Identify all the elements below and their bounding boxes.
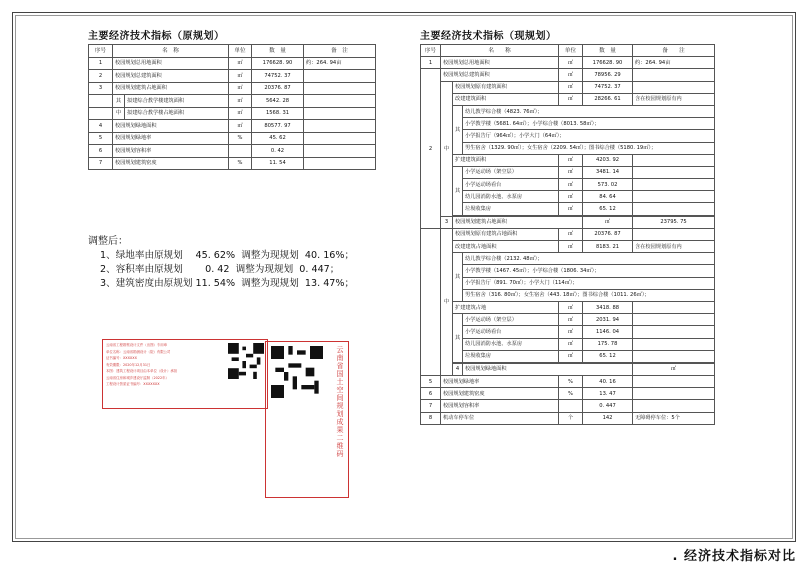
table-row: 1 校园规划总用地面积 ㎡ 176628. 90 约：264. 94亩 [421,57,715,69]
table-row: 8 机动车停车位 个 142 无障碍停车位：5个 [421,412,715,424]
adjustment-title: 调整后： [88,236,128,247]
table-row: 改建建筑面积 ㎡ 28266. 61 含在校园规划原有内 [421,93,715,105]
qr-stamp-title: 云南省国土空间规划成果二维码 [336,346,344,458]
table-row: 其 拟建综合教学楼建筑面积 ㎡ 5642. 28 [89,95,376,108]
table-row: 2 校园规划总建筑面积 ㎡ 74752. 37 [89,70,376,83]
table-row: 其 小学运动场（架空层） ㎡ 2031. 94 [421,314,715,326]
page-footer-title: . 经济技术指标对比 [672,549,796,564]
header-note: 备 注 [633,45,715,57]
header-unit: 单位 [229,45,252,58]
table-row: 3 校园规划建筑占地面积 ㎡ 23795. 75 [421,216,715,228]
table-row: 6 校园规划建筑密度 % 13. 47 [421,388,715,400]
qr-code-icon [228,343,264,379]
planning-qr-stamp [265,341,349,498]
table-row: 3 校园规划建筑占地面积 ㎡ 20376. 87 [89,82,376,95]
table-row: 扩建建筑占地 ㎡ 3418. 88 [421,301,715,313]
table-row: 中 校园规划原有建筑占地面积 ㎡ 20376. 87 [421,228,715,240]
table-row: 中 校园规划原有建筑面积 ㎡ 74752. 37 [421,81,715,93]
table-row: 6 校园规划容积率 0. 42 [89,145,376,158]
table-row: 男生宿舍（316. 80㎡）；女生宿舍（443. 18㎡）；图书综合楼（1011. 26㎡）； [421,289,715,301]
qr-code-icon [271,346,323,398]
table-row: 1 校园规划总用地面积 ㎡ 176628. 90 约：264. 94亩 [89,57,376,70]
header-note: 备 注 [304,45,376,58]
table-row: 中 拟建综合教学楼占地面积 ㎡ 1568. 31 [89,107,376,120]
table-row: 幼儿园消防水池、水泵房 ㎡ 84. 64 [421,191,715,203]
current-plan-table [420,44,715,425]
table-row: 垃圾收集房 ㎡ 65. 12 [421,203,715,215]
right-table-title: 主要经济技术指标（现规划） [420,31,557,42]
table-row: 男生宿舍（1329. 90㎡）；女生宿舍（2209. 54㎡）；图书综合楼（5180. 19㎡）； [421,142,715,154]
adjustment-line: 3、建筑密度由原规划 11. 54% 调整为现规划 13. 47%； [100,278,355,289]
table-row: 小学运动场看台 ㎡ 1146. 04 [421,326,715,338]
table-row: 5 校园规划绿地率 % 40. 16 [421,376,715,388]
table-row: 2 校园规划总建筑面积 ㎡ 78956. 29 [421,69,715,81]
header-qty: 数 量 [583,45,633,57]
table-row: 4 校园规划绿地面积 ㎡ 80577. 97 [89,120,376,133]
table-row: 垃圾收集房 ㎡ 65. 12 [421,350,715,362]
table-row: 4 校园规划绿地面积 ㎡ [421,363,715,375]
table-row: 小学报告厅（891. 70㎡）；小学大门（114㎡）； [421,277,715,289]
header-name: 名 称 [441,45,559,57]
table-row: 7 校园规划容积率 0. 447 [421,400,715,412]
adjustment-notes [88,235,354,291]
header-name: 名 称 [113,45,229,58]
table-row: 小学运动场看台 ㎡ 573. 02 [421,179,715,191]
adjustment-line: 2、容积率由原规划 0. 42 调整为现规划 0. 447； [100,264,340,275]
table-row: 其 幼儿教学综合楼（2132. 48㎡）； [421,253,715,265]
table-row: 小学教学楼（5681. 64㎡）；小学综合楼（8013. 58㎡）； [421,118,715,130]
header-unit: 单位 [559,45,583,57]
table-row: 小学报告厅（964㎡）；小学大门（64㎡）； [421,130,715,142]
table-row: 5 校园规划绿地率 % 45. 62 [89,132,376,145]
header-seq: 序号 [89,45,113,58]
original-plan-table [88,44,376,170]
table-row: 改建建筑占地面积 ㎡ 8183. 21 含在校园规划原有内 [421,241,715,253]
design-seal-stamp: 云南省工程勘察设计文件（出图）专用章 单位名称：云南省勘测设计（院）有限公司 证书编号：XXXXXX 有效期限：2020年12月31日 本图：建筑工程设计项目由本单位（设计）承担 云南省住房和城乡建设厅监制（2022年） 工程设计资质证书编号：XXXXXXX [102,339,268,409]
header-qty: 数 量 [252,45,304,58]
table-row: 幼儿园消防水池、水泵房 ㎡ 175. 78 [421,338,715,350]
table-row: 扩建建筑面积 ㎡ 4203. 92 [421,154,715,166]
table-row: 其 小学运动场（架空层） ㎡ 3481. 14 [421,166,715,178]
left-table-title: 主要经济技术指标（原规划） [88,31,225,42]
table-row: 7 校园规划建筑密度 % 11. 54 [89,157,376,170]
header-seq: 序号 [421,45,441,57]
adjustment-line: 1、绿地率由原规划 45. 62% 调整为现规划 40. 16%； [100,250,355,261]
table-row: 其 幼儿教学综合楼（4823. 76㎡）； [421,105,715,117]
table-row: 小学教学楼（1467. 45㎡）；小学综合楼（1806. 34㎡）； [421,265,715,277]
